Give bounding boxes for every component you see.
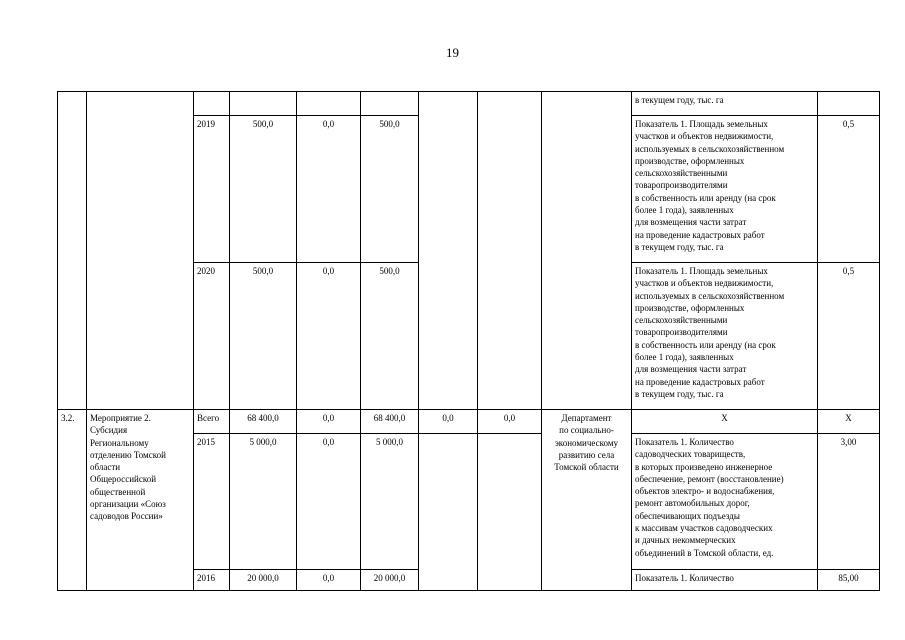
indicator-value-cell: 85,00 (818, 570, 880, 591)
total-cell: 20 000,0 (230, 570, 297, 591)
year-cell: 2015 (194, 434, 230, 570)
program-measures-table (57, 91, 880, 591)
table-row (58, 410, 880, 434)
total-cell: 5 000,0 (230, 434, 297, 570)
year-cell: 2020 (194, 263, 230, 410)
federal-cell: 0,0 (297, 434, 361, 570)
page-number: 19 (446, 45, 459, 60)
other-cell: 0,0 (478, 410, 542, 434)
total-cell: 68 400,0 (230, 410, 297, 434)
federal-cell: 0,0 (297, 263, 361, 410)
federal-cell: 0,0 (297, 116, 361, 263)
year-cell (194, 92, 230, 116)
local-cell: 0,0 (419, 410, 478, 434)
year-cell: Всего (194, 410, 230, 434)
indicator-cell: Показатель 1. Площадь земельных участков и объектов недвижимости, используемых в сельскохозяйственном производстве, оформленных сельскохозяйственными товаропроизводителями в собственность или аренду (на срок более 1 года), заявленных для возмещения части затрат на проведение кадастровых работ в текущем году, тыс. га (632, 263, 818, 410)
indicator-value-cell: 0,5 (818, 263, 880, 410)
federal-cell: 0,0 (297, 410, 361, 434)
number-cell (58, 92, 87, 410)
year-cell: 2016 (194, 570, 230, 591)
local-cell (419, 92, 478, 410)
indicator-cell: Показатель 1. Количество садоводческих товариществ, в которых произведено инженерное обеспечение, ремонт (восстановление) объектов электро- и водоснабжения, ремонт автомобильных дорог, обеспечивающих подъезды к массивам участков садоводческих и дачных некоммерческих объединений в Томской области, ед. (632, 434, 818, 570)
number-cell: 3.2. (58, 410, 87, 591)
total-cell: 500,0 (230, 263, 297, 410)
regional-cell: 500,0 (361, 263, 419, 410)
total-cell: 500,0 (230, 116, 297, 263)
table-row (58, 92, 880, 116)
regional-cell: 5 000,0 (361, 434, 419, 570)
indicator-value-cell: Х (818, 410, 880, 434)
indicator-value-cell (818, 92, 880, 116)
measure-name-cell (87, 92, 194, 410)
regional-cell: 68 400,0 (361, 410, 419, 434)
local-cell (419, 434, 478, 591)
other-cell (478, 92, 542, 410)
indicator-value-cell: 3,00 (818, 434, 880, 570)
indicator-cell: Показатель 1. Площадь земельных участков и объектов недвижимости, используемых в сельскохозяйственном производстве, оформленных сельскохозяйственными товаропроизводителями в собственность или аренду (на срок более 1 года), заявленных для возмещения части затрат на проведение кадастровых работ в текущем году, тыс. га (632, 116, 818, 263)
executor-cell: Департамент по социально- экономическому развитию села Томской области (542, 410, 632, 591)
year-cell: 2019 (194, 116, 230, 263)
other-cell (478, 434, 542, 591)
total-cell (230, 92, 297, 116)
regional-cell (361, 92, 419, 116)
indicator-cell: в текущем году, тыс. га (632, 92, 818, 116)
measure-name-cell: Мероприятие 2. Субсидия Региональному отделению Томской области Общероссийской общественной организации «Союз садоводов России» (87, 410, 194, 591)
indicator-value-cell: 0,5 (818, 116, 880, 263)
indicator-cell: Х (632, 410, 818, 434)
executor-cell (542, 92, 632, 410)
regional-cell: 500,0 (361, 116, 419, 263)
indicator-cell: Показатель 1. Количество (632, 570, 818, 591)
federal-cell (297, 92, 361, 116)
regional-cell: 20 000,0 (361, 570, 419, 591)
federal-cell: 0,0 (297, 570, 361, 591)
